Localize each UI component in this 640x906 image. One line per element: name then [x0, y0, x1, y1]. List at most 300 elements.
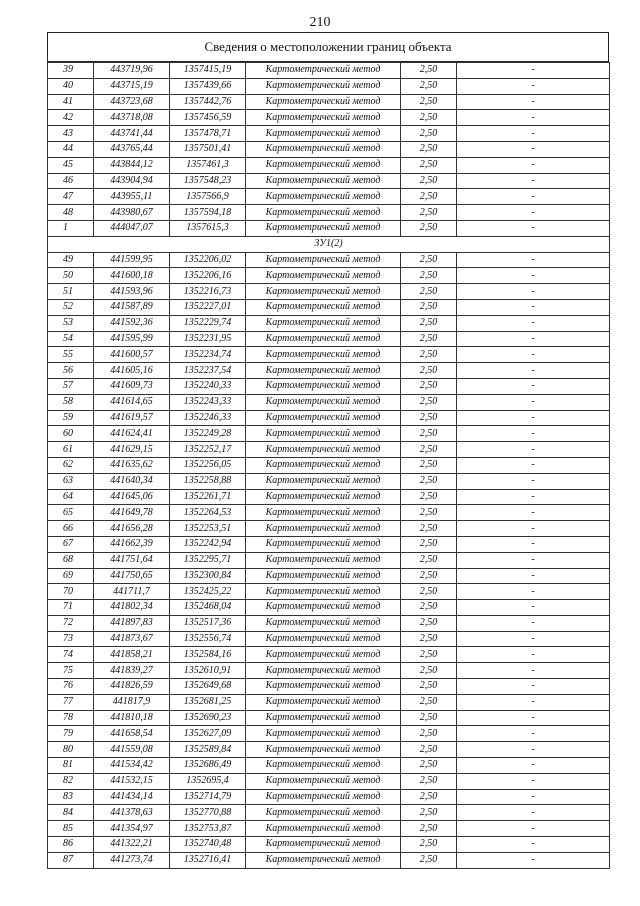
precision-cell: 2,50	[401, 821, 457, 837]
table-row	[48, 805, 610, 821]
table-row	[48, 489, 610, 505]
description-cell: -	[457, 110, 610, 126]
description-cell: -	[457, 347, 610, 363]
description-cell: -	[457, 505, 610, 521]
x-coordinate-cell: 441595,99	[94, 331, 170, 347]
precision-cell: 2,50	[401, 489, 457, 505]
point-number-cell: 51	[48, 284, 94, 300]
point-number-cell: 59	[48, 410, 94, 426]
description-cell: -	[457, 805, 610, 821]
y-coordinate-cell: 1357594,18	[170, 205, 246, 221]
y-coordinate-cell: 1352258,88	[170, 473, 246, 489]
table-row	[48, 536, 610, 552]
point-number-cell: 73	[48, 631, 94, 647]
description-cell: -	[457, 631, 610, 647]
method-cell: Картометрический метод	[246, 742, 401, 758]
point-number-cell: 61	[48, 442, 94, 458]
description-cell: -	[457, 457, 610, 473]
precision-cell: 2,50	[401, 837, 457, 853]
precision-cell: 2,50	[401, 615, 457, 631]
table-row	[48, 426, 610, 442]
point-number-cell: 58	[48, 394, 94, 410]
point-number-cell: 83	[48, 789, 94, 805]
y-coordinate-cell: 1352468,04	[170, 600, 246, 616]
precision-cell: 2,50	[401, 584, 457, 600]
method-cell: Картометрический метод	[246, 536, 401, 552]
precision-cell: 2,50	[401, 205, 457, 221]
point-number-cell: 55	[48, 347, 94, 363]
x-coordinate-cell: 441711,7	[94, 584, 170, 600]
point-number-cell: 41	[48, 94, 94, 110]
y-coordinate-cell: 1352517,36	[170, 615, 246, 631]
point-number-cell: 49	[48, 252, 94, 268]
description-cell: -	[457, 536, 610, 552]
precision-cell: 2,50	[401, 552, 457, 568]
x-coordinate-cell: 441614,65	[94, 394, 170, 410]
precision-cell: 2,50	[401, 600, 457, 616]
description-cell: -	[457, 615, 610, 631]
description-cell: -	[457, 331, 610, 347]
description-cell: -	[457, 742, 610, 758]
precision-cell: 2,50	[401, 220, 457, 236]
table-row	[48, 220, 610, 236]
point-number-cell: 52	[48, 299, 94, 315]
x-coordinate-cell: 443715,19	[94, 78, 170, 94]
table-row	[48, 663, 610, 679]
method-cell: Картометрический метод	[246, 710, 401, 726]
precision-cell: 2,50	[401, 789, 457, 805]
table-row	[48, 758, 610, 774]
table-row	[48, 726, 610, 742]
method-cell: Картометрический метод	[246, 600, 401, 616]
y-coordinate-cell: 1352300,84	[170, 568, 246, 584]
table-row	[48, 631, 610, 647]
precision-cell: 2,50	[401, 315, 457, 331]
precision-cell: 2,50	[401, 252, 457, 268]
y-coordinate-cell: 1352243,33	[170, 394, 246, 410]
point-number-cell: 46	[48, 173, 94, 189]
description-cell: -	[457, 126, 610, 142]
precision-cell: 2,50	[401, 694, 457, 710]
description-cell: -	[457, 473, 610, 489]
description-cell: -	[457, 189, 610, 205]
table-row	[48, 252, 610, 268]
y-coordinate-cell: 1352206,02	[170, 252, 246, 268]
method-cell: Картометрический метод	[246, 94, 401, 110]
point-number-cell: 67	[48, 536, 94, 552]
table-row	[48, 299, 610, 315]
point-number-cell: 42	[48, 110, 94, 126]
description-cell: -	[457, 647, 610, 663]
method-cell: Картометрический метод	[246, 726, 401, 742]
y-coordinate-cell: 1352216,73	[170, 284, 246, 300]
description-cell: -	[457, 758, 610, 774]
point-number-cell: 50	[48, 268, 94, 284]
method-cell: Картометрический метод	[246, 299, 401, 315]
description-cell: -	[457, 220, 610, 236]
x-coordinate-cell: 441354,97	[94, 821, 170, 837]
precision-cell: 2,50	[401, 426, 457, 442]
point-number-cell: 44	[48, 141, 94, 157]
precision-cell: 2,50	[401, 742, 457, 758]
description-cell: -	[457, 663, 610, 679]
description-cell: -	[457, 442, 610, 458]
table-row	[48, 505, 610, 521]
y-coordinate-cell: 1357461,3	[170, 157, 246, 173]
x-coordinate-cell: 443719,96	[94, 63, 170, 79]
method-cell: Картометрический метод	[246, 268, 401, 284]
table-row	[48, 363, 610, 379]
method-cell: Картометрический метод	[246, 821, 401, 837]
precision-cell: 2,50	[401, 284, 457, 300]
point-number-cell: 87	[48, 852, 94, 868]
method-cell: Картометрический метод	[246, 347, 401, 363]
point-number-cell: 70	[48, 584, 94, 600]
description-cell: -	[457, 315, 610, 331]
method-cell: Картометрический метод	[246, 852, 401, 868]
description-cell: -	[457, 489, 610, 505]
description-cell: -	[457, 773, 610, 789]
table-row	[48, 773, 610, 789]
method-cell: Картометрический метод	[246, 378, 401, 394]
point-number-cell: 53	[48, 315, 94, 331]
table-row	[48, 410, 610, 426]
point-number-cell: 84	[48, 805, 94, 821]
x-coordinate-cell: 441750,65	[94, 568, 170, 584]
point-number-cell: 78	[48, 710, 94, 726]
y-coordinate-cell: 1352256,05	[170, 457, 246, 473]
x-coordinate-cell: 441434,14	[94, 789, 170, 805]
y-coordinate-cell: 1352252,17	[170, 442, 246, 458]
x-coordinate-cell: 443980,67	[94, 205, 170, 221]
method-cell: Картометрический метод	[246, 410, 401, 426]
point-number-cell: 57	[48, 378, 94, 394]
description-cell: -	[457, 157, 610, 173]
y-coordinate-cell: 1357478,71	[170, 126, 246, 142]
point-number-cell: 72	[48, 615, 94, 631]
description-cell: -	[457, 378, 610, 394]
description-cell: -	[457, 789, 610, 805]
method-cell: Картометрический метод	[246, 758, 401, 774]
method-cell: Картометрический метод	[246, 773, 401, 789]
precision-cell: 2,50	[401, 189, 457, 205]
point-number-cell: 39	[48, 63, 94, 79]
table-row	[48, 284, 610, 300]
precision-cell: 2,50	[401, 299, 457, 315]
description-cell: -	[457, 410, 610, 426]
precision-cell: 2,50	[401, 647, 457, 663]
precision-cell: 2,50	[401, 536, 457, 552]
precision-cell: 2,50	[401, 473, 457, 489]
x-coordinate-cell: 441534,42	[94, 758, 170, 774]
method-cell: Картометрический метод	[246, 220, 401, 236]
table-row	[48, 710, 610, 726]
table-row	[48, 126, 610, 142]
point-number-cell: 85	[48, 821, 94, 837]
point-number-cell: 1	[48, 220, 94, 236]
precision-cell: 2,50	[401, 347, 457, 363]
y-coordinate-cell: 1352589,84	[170, 742, 246, 758]
method-cell: Картометрический метод	[246, 457, 401, 473]
x-coordinate-cell: 441751,64	[94, 552, 170, 568]
table-row	[48, 694, 610, 710]
y-coordinate-cell: 1357501,41	[170, 141, 246, 157]
point-number-cell: 56	[48, 363, 94, 379]
precision-cell: 2,50	[401, 141, 457, 157]
precision-cell: 2,50	[401, 773, 457, 789]
y-coordinate-cell: 1352242,94	[170, 536, 246, 552]
section-row-group	[48, 236, 610, 252]
x-coordinate-cell: 441810,18	[94, 710, 170, 726]
x-coordinate-cell: 441600,18	[94, 268, 170, 284]
method-cell: Картометрический метод	[246, 205, 401, 221]
method-cell: Картометрический метод	[246, 473, 401, 489]
table-row	[48, 141, 610, 157]
x-coordinate-cell: 441817,9	[94, 694, 170, 710]
y-coordinate-cell: 1352610,91	[170, 663, 246, 679]
precision-cell: 2,50	[401, 78, 457, 94]
table-row	[48, 94, 610, 110]
x-coordinate-cell: 443904,94	[94, 173, 170, 189]
x-coordinate-cell: 441600,57	[94, 347, 170, 363]
point-number-cell: 77	[48, 694, 94, 710]
method-cell: Картометрический метод	[246, 315, 401, 331]
y-coordinate-cell: 1352690,23	[170, 710, 246, 726]
point-number-cell: 71	[48, 600, 94, 616]
y-coordinate-cell: 1352681,25	[170, 694, 246, 710]
x-coordinate-cell: 443718,08	[94, 110, 170, 126]
y-coordinate-cell: 1357456,59	[170, 110, 246, 126]
method-cell: Картометрический метод	[246, 489, 401, 505]
x-coordinate-cell: 443741,44	[94, 126, 170, 142]
description-cell: -	[457, 141, 610, 157]
y-coordinate-cell: 1352295,71	[170, 552, 246, 568]
point-number-cell: 60	[48, 426, 94, 442]
table-row	[48, 552, 610, 568]
description-cell: -	[457, 584, 610, 600]
method-cell: Картометрический метод	[246, 521, 401, 537]
table-row	[48, 679, 610, 695]
method-cell: Картометрический метод	[246, 631, 401, 647]
table-row	[48, 584, 610, 600]
description-cell: -	[457, 284, 610, 300]
precision-cell: 2,50	[401, 363, 457, 379]
table-row	[48, 331, 610, 347]
method-cell: Картометрический метод	[246, 679, 401, 695]
description-cell: -	[457, 173, 610, 189]
method-cell: Картометрический метод	[246, 110, 401, 126]
method-cell: Картометрический метод	[246, 647, 401, 663]
x-coordinate-cell: 441587,89	[94, 299, 170, 315]
table-row	[48, 189, 610, 205]
x-coordinate-cell: 441640,34	[94, 473, 170, 489]
y-coordinate-cell: 1357548,23	[170, 173, 246, 189]
x-coordinate-cell: 441635,62	[94, 457, 170, 473]
y-coordinate-cell: 1352425,22	[170, 584, 246, 600]
y-coordinate-cell: 1357442,76	[170, 94, 246, 110]
x-coordinate-cell: 441592,36	[94, 315, 170, 331]
x-coordinate-cell: 441273,74	[94, 852, 170, 868]
point-number-cell: 79	[48, 726, 94, 742]
x-coordinate-cell: 444047,07	[94, 220, 170, 236]
y-coordinate-cell: 1357415,19	[170, 63, 246, 79]
method-cell: Картометрический метод	[246, 331, 401, 347]
description-cell: -	[457, 252, 610, 268]
method-cell: Картометрический метод	[246, 805, 401, 821]
description-cell: -	[457, 568, 610, 584]
point-number-cell: 54	[48, 331, 94, 347]
description-cell: -	[457, 394, 610, 410]
table-row	[48, 457, 610, 473]
table-row	[48, 821, 610, 837]
point-number-cell: 62	[48, 457, 94, 473]
y-coordinate-cell: 1357566,9	[170, 189, 246, 205]
method-cell: Картометрический метод	[246, 173, 401, 189]
precision-cell: 2,50	[401, 505, 457, 521]
description-cell: -	[457, 363, 610, 379]
table-row	[48, 110, 610, 126]
y-coordinate-cell: 1352264,53	[170, 505, 246, 521]
x-coordinate-cell: 441378,63	[94, 805, 170, 821]
description-cell: -	[457, 852, 610, 868]
description-cell: -	[457, 63, 610, 79]
point-number-cell: 76	[48, 679, 94, 695]
y-coordinate-cell: 1357615,3	[170, 220, 246, 236]
y-coordinate-cell: 1352753,87	[170, 821, 246, 837]
x-coordinate-cell: 441619,57	[94, 410, 170, 426]
method-cell: Картометрический метод	[246, 363, 401, 379]
precision-cell: 2,50	[401, 157, 457, 173]
precision-cell: 2,50	[401, 758, 457, 774]
y-coordinate-cell: 1352261,71	[170, 489, 246, 505]
y-coordinate-cell: 1352686,49	[170, 758, 246, 774]
precision-cell: 2,50	[401, 457, 457, 473]
method-cell: Картометрический метод	[246, 394, 401, 410]
y-coordinate-cell: 1352246,33	[170, 410, 246, 426]
x-coordinate-cell: 441656,28	[94, 521, 170, 537]
point-number-cell: 48	[48, 205, 94, 221]
table-row	[48, 568, 610, 584]
precision-cell: 2,50	[401, 63, 457, 79]
precision-cell: 2,50	[401, 173, 457, 189]
description-cell: -	[457, 521, 610, 537]
method-cell: Картометрический метод	[246, 126, 401, 142]
description-cell: -	[457, 679, 610, 695]
y-coordinate-cell: 1352584,16	[170, 647, 246, 663]
point-number-cell: 66	[48, 521, 94, 537]
y-coordinate-cell: 1352206,16	[170, 268, 246, 284]
point-number-cell: 65	[48, 505, 94, 521]
point-number-cell: 45	[48, 157, 94, 173]
x-coordinate-cell: 443955,11	[94, 189, 170, 205]
y-coordinate-cell: 1352240,33	[170, 378, 246, 394]
y-coordinate-cell: 1352770,88	[170, 805, 246, 821]
table-row	[48, 78, 610, 94]
method-cell: Картометрический метод	[246, 252, 401, 268]
table-row	[48, 315, 610, 331]
x-coordinate-cell: 441649,78	[94, 505, 170, 521]
x-coordinate-cell: 441826,59	[94, 679, 170, 695]
method-cell: Картометрический метод	[246, 157, 401, 173]
x-coordinate-cell: 441629,15	[94, 442, 170, 458]
precision-cell: 2,50	[401, 126, 457, 142]
y-coordinate-cell: 1352695,4	[170, 773, 246, 789]
description-cell: -	[457, 205, 610, 221]
method-cell: Картометрический метод	[246, 663, 401, 679]
y-coordinate-cell: 1352716,41	[170, 852, 246, 868]
point-number-cell: 75	[48, 663, 94, 679]
x-coordinate-cell: 441532,15	[94, 773, 170, 789]
description-cell: -	[457, 726, 610, 742]
section-label: ЗУ1(2)	[48, 236, 610, 252]
precision-cell: 2,50	[401, 331, 457, 347]
method-cell: Картометрический метод	[246, 426, 401, 442]
precision-cell: 2,50	[401, 442, 457, 458]
method-cell: Картометрический метод	[246, 789, 401, 805]
x-coordinate-cell: 441605,16	[94, 363, 170, 379]
page-number: 210	[309, 15, 331, 30]
x-coordinate-cell: 441559,08	[94, 742, 170, 758]
y-coordinate-cell: 1352714,79	[170, 789, 246, 805]
method-cell: Картометрический метод	[246, 141, 401, 157]
point-number-cell: 69	[48, 568, 94, 584]
precision-cell: 2,50	[401, 94, 457, 110]
precision-cell: 2,50	[401, 110, 457, 126]
y-coordinate-cell: 1357439,66	[170, 78, 246, 94]
x-coordinate-cell: 441609,73	[94, 378, 170, 394]
point-number-cell: 80	[48, 742, 94, 758]
x-coordinate-cell: 441322,21	[94, 837, 170, 853]
method-cell: Картометрический метод	[246, 505, 401, 521]
y-coordinate-cell: 1352237,54	[170, 363, 246, 379]
point-number-cell: 47	[48, 189, 94, 205]
point-number-cell: 43	[48, 126, 94, 142]
table-row	[48, 789, 610, 805]
x-coordinate-cell: 443844,12	[94, 157, 170, 173]
method-cell: Картометрический метод	[246, 584, 401, 600]
x-coordinate-cell: 441645,06	[94, 489, 170, 505]
x-coordinate-cell: 441897,83	[94, 615, 170, 631]
coordinates-table	[47, 62, 610, 869]
precision-cell: 2,50	[401, 663, 457, 679]
point-number-cell: 64	[48, 489, 94, 505]
table-row	[48, 521, 610, 537]
x-coordinate-cell: 441662,39	[94, 536, 170, 552]
point-number-cell: 74	[48, 647, 94, 663]
description-cell: -	[457, 268, 610, 284]
precision-cell: 2,50	[401, 726, 457, 742]
x-coordinate-cell: 441839,27	[94, 663, 170, 679]
y-coordinate-cell: 1352556,74	[170, 631, 246, 647]
point-number-cell: 81	[48, 758, 94, 774]
section-row	[48, 236, 610, 252]
precision-cell: 2,50	[401, 852, 457, 868]
x-coordinate-cell: 441802,34	[94, 600, 170, 616]
method-cell: Картометрический метод	[246, 78, 401, 94]
table-row	[48, 394, 610, 410]
table-row	[48, 615, 610, 631]
table-row	[48, 600, 610, 616]
precision-cell: 2,50	[401, 378, 457, 394]
precision-cell: 2,50	[401, 268, 457, 284]
y-coordinate-cell: 1352249,28	[170, 426, 246, 442]
method-cell: Картометрический метод	[246, 63, 401, 79]
point-number-cell: 68	[48, 552, 94, 568]
precision-cell: 2,50	[401, 631, 457, 647]
table-row	[48, 173, 610, 189]
table-row	[48, 63, 610, 79]
method-cell: Картометрический метод	[246, 442, 401, 458]
